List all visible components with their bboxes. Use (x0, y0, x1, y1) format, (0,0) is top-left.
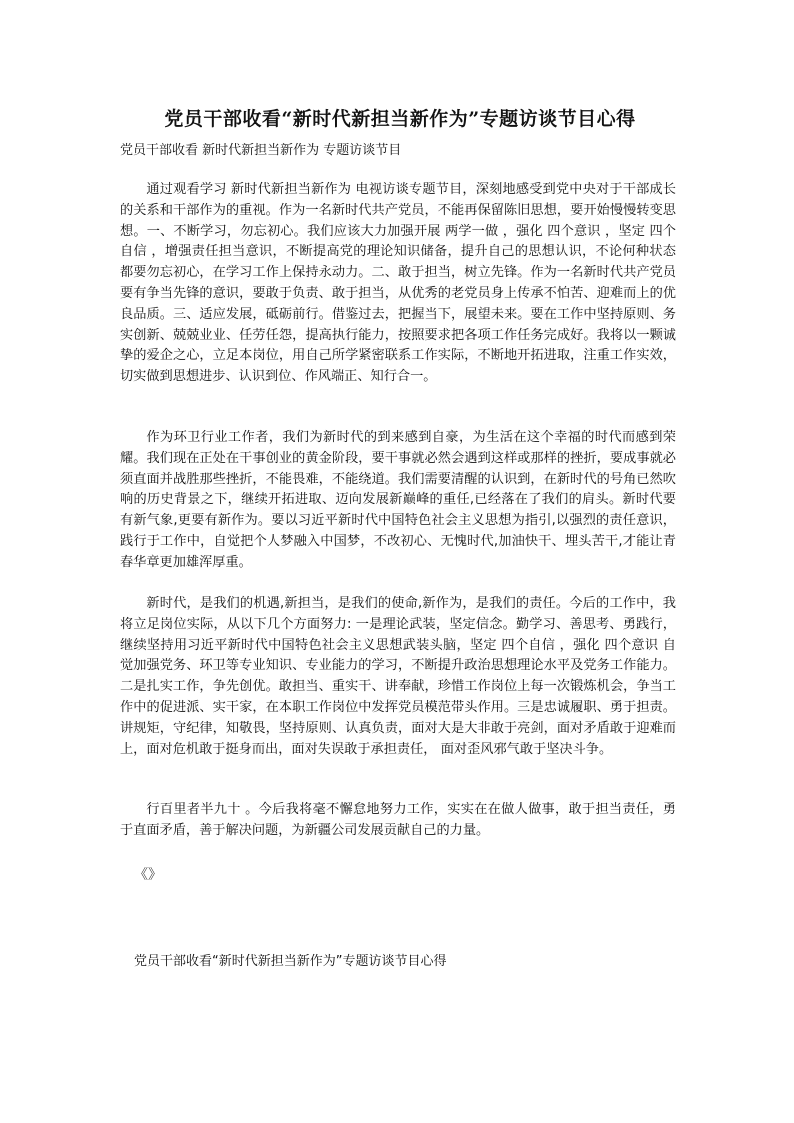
body-paragraph: 作为环卫行业工作者，我们为新时代的到来感到自豪，为生活在这个幸福的时代而感到荣耀。我们现在正处在干事创业的黄金阶段，要干事就必然会遇到这样或那样的挫折，要成事就必须直面并战胜那些挫折，不能畏难，不能绕道。我们需要清醒的认识到，在新时代的号角已然吹响的历史背景之下，继续开拓进取、迈向发展新巅峰的重任,已经落在了我们的肩头。新时代要有新气象,更要有新作为。要以习近平新时代中国特色社会主义思想为指引,以强烈的责任意识，践行于工作中，自觉把个人梦融入中国梦，不改初心、无愧时代,加油快干、埋头苦干,才能让青春华章更加雄浑厚重。 (120, 430, 676, 570)
book-title-marks: 《》 (134, 867, 162, 883)
body-paragraph: 通过观看学习 新时代新担当新作为 电视访谈专题节目，深刻地感受到党中央对于干部成长的关系和干部作为的重视。作为一名新时代共产党员，不能再保留陈旧思想，要开始慢慢转变思想。一、不断学习，勿忘初心。我们应该大力加强开展 两学一做 ，强化 四个意识 ，坚定 四个自信 ，增强责任担当意识，不断提高党的理论知识储备，提升自己的思想认识，不论何种状态都要勿忘初心，在学习工作上保持永动力。二、敢于担当，树立先锋。作为一名新时代共产党员要有争当先锋的意识，要敢于负责、敢于担当，从优秀的老党员身上传承不怕苦、迎难而上的优良品质。三、适应发展，砥砺前行。借鉴过去，把握当下，展望未来。要在工作中坚持原则、务实创新、兢兢业业、任劳任怨，提高执行能力，按照要求把各项工作任务完成好。我将以一颗诚挚的爱企之心，立足本岗位，用自己所学紧密联系工作实际，不断地开拓进取，注重工作实效，切实做到思想进步、认识到位、作风端正、知行合一。 (120, 182, 676, 385)
footer-title: 党员干部收看“新时代新担当新作为”专题访谈节目心得 (134, 954, 447, 969)
body-paragraph: 新时代，是我们的机遇,新担当，是我们的使命,新作为，是我们的责任。今后的工作中，我将立足岗位实际，从以下几个方面努力: 一是理论武装，坚定信念。勤学习、善思考、勇践行，继续坚持用习近平新时代中国特色社会主义思想武装头脑，坚定 四个自信 ，强化 四个意识 自觉加强党务、环卫等专业知识、专业能力的学习，不断提升政治思想理论水平及党务工作能力。二是扎实工作，争先创优。敢担当、重实干、讲奉献，珍惜工作岗位上每一次锻炼机会，争当工作中的促进派、实干家，在本职工作岗位中发挥党员模范带头作用。三是忠诚履职、勇于担责。讲规矩，守纪律，知敬畏，坚持原则、认真负责，面对大是大非敢于亮剑，面对矛盾敢于迎难而上，面对危机敢于挺身而出，面对失误敢于承担责任， 面对歪风邪气敢于坚决斗争。 (120, 596, 676, 757)
body-paragraph: 行百里者半九十 。今后我将毫不懈怠地努力工作，实实在在做人做事，敢于担当责任，勇于直面矛盾，善于解决问题，为新疆公司发展贡献自己的力量。 (120, 802, 676, 838)
document-title: 党员干部收看“新时代新担当新作为”专题访谈节目心得 (164, 108, 636, 130)
document-subtitle: 党员干部收看 新时代新担当新作为 专题访谈节目 (120, 143, 402, 158)
